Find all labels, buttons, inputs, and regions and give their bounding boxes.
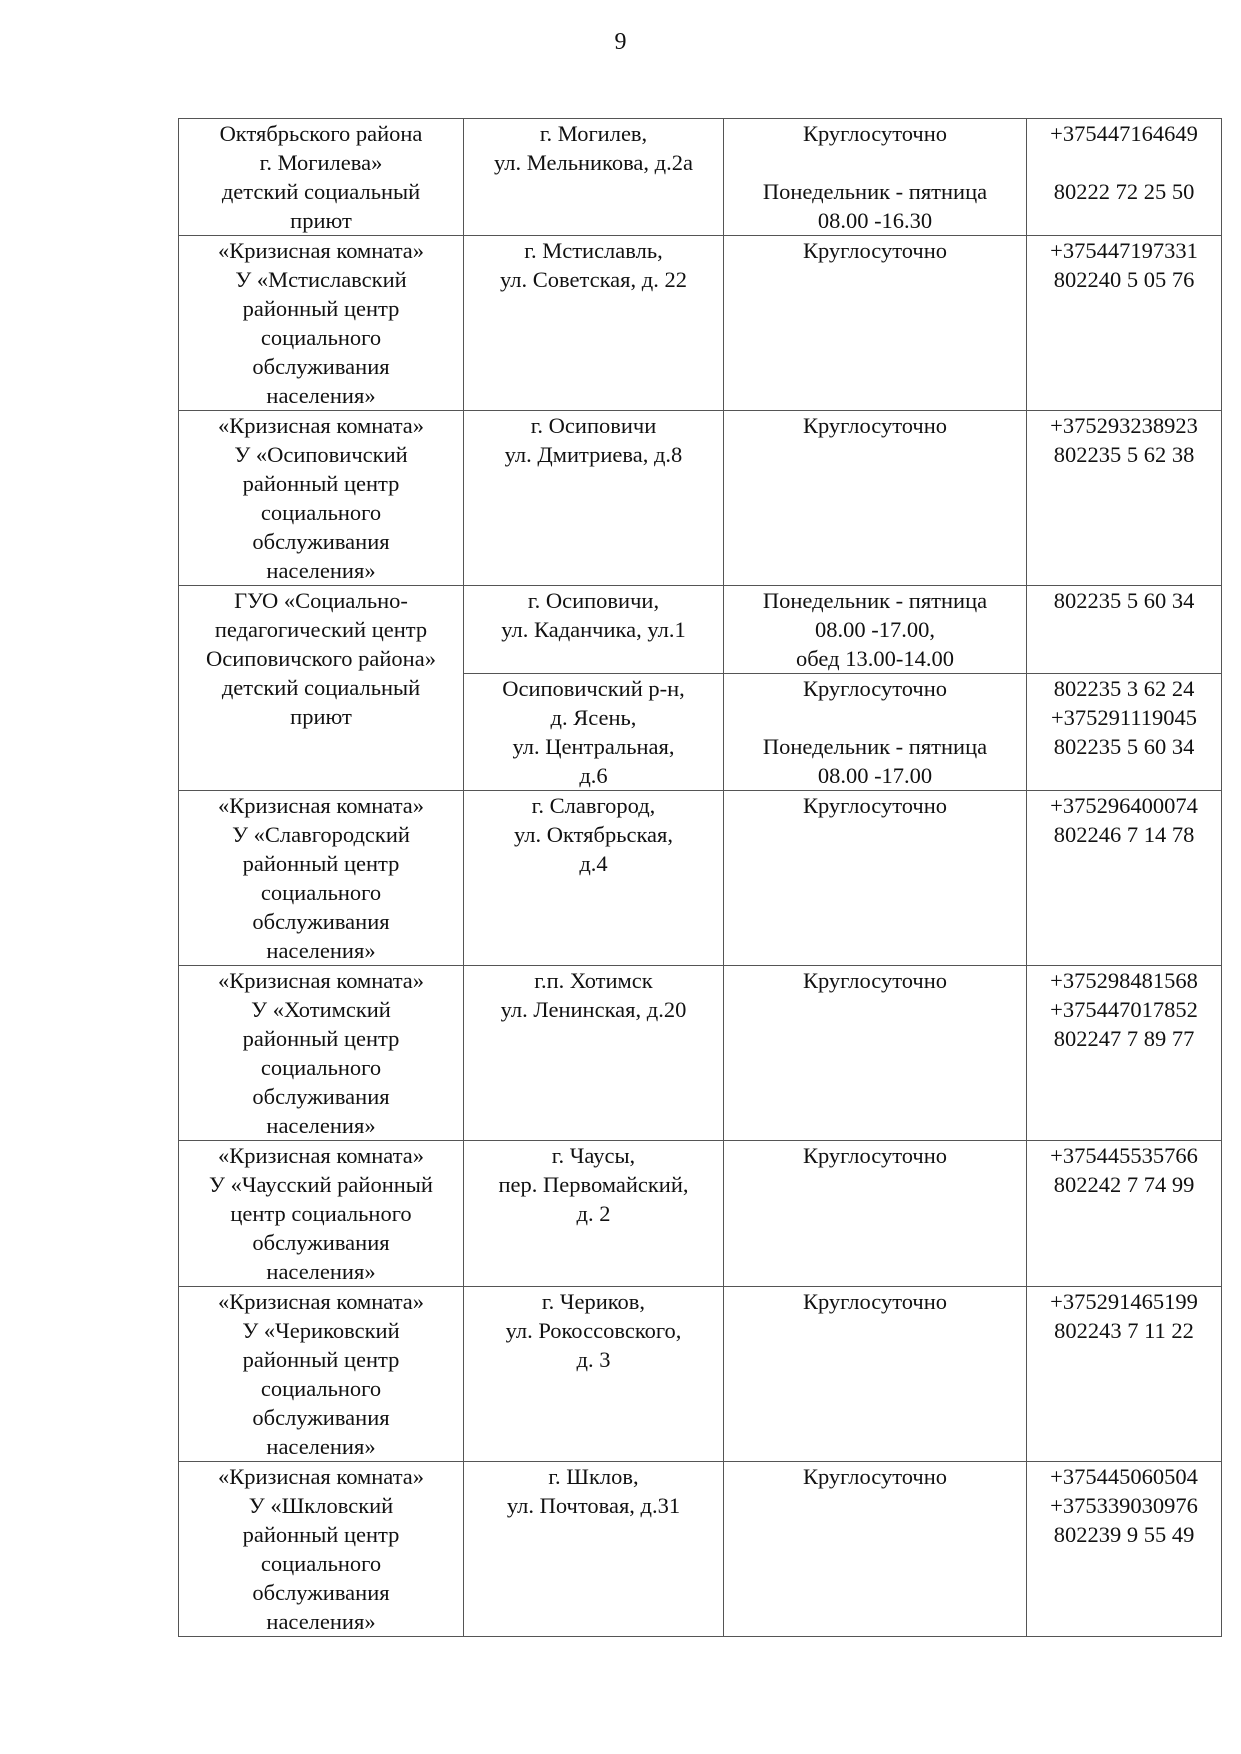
organization-name-line: населения» <box>266 1434 376 1459</box>
address-line: г. Мстиславль, <box>524 238 663 263</box>
organization-name-line: Октябрьского района <box>219 121 423 146</box>
phone-cell <box>1027 966 1222 1141</box>
address-line: г. Осиповичи, <box>527 588 660 613</box>
hours-cell <box>724 586 1027 674</box>
phone-cell <box>1027 674 1222 791</box>
address-cell <box>464 966 724 1141</box>
organization-cell <box>179 791 464 966</box>
organization-name-line: населения» <box>266 558 376 583</box>
hours-cell <box>724 236 1027 411</box>
phone-number: 802246 7 14 78 <box>1053 822 1195 847</box>
organization-name-line: «Кризисная комната» <box>217 1143 425 1168</box>
organization-name-line: районный центр <box>242 1347 400 1372</box>
organization-name-line: обслуживания <box>252 1084 390 1109</box>
organization-name-line: центр социального <box>230 1201 412 1226</box>
address-line: г. Славгород, <box>531 793 656 818</box>
phone-number: +375447164649 <box>1050 121 1198 146</box>
organization-name-line: населения» <box>266 938 376 963</box>
hours-line: Круглосуточно <box>802 121 948 146</box>
hours-line: Круглосуточно <box>802 1464 948 1489</box>
hours-line: Круглосуточно <box>802 1143 948 1168</box>
phone-number: +375298481568 <box>1050 968 1198 993</box>
organization-name-line: обслуживания <box>252 354 390 379</box>
hours-cell <box>724 1462 1027 1637</box>
address-line: д. Ясень, <box>550 705 637 730</box>
organization-name-line: социального <box>260 1055 382 1080</box>
organization-cell <box>179 586 464 791</box>
table-row <box>179 586 1222 674</box>
organization-name-line: детский социальный <box>221 675 421 700</box>
organization-name-line: приют <box>290 704 352 729</box>
phone-number: +375339030976 <box>1050 1493 1198 1518</box>
organization-cell <box>179 1141 464 1287</box>
phone-number: 802243 7 11 22 <box>1054 1318 1194 1343</box>
phone-cell <box>1027 236 1222 411</box>
hours-cell <box>724 1287 1027 1462</box>
hours-line: Понедельник - пятница <box>762 588 988 613</box>
organization-name-line: социального <box>260 325 382 350</box>
hours-line: Круглосуточно <box>802 413 948 438</box>
hours-line: 08.00 -17.00 <box>817 763 933 788</box>
organization-cell <box>179 411 464 586</box>
organization-name-line: обслуживания <box>252 529 390 554</box>
address-line: ул. Ленинская, д.20 <box>500 997 687 1022</box>
address-line: д.4 <box>579 851 608 876</box>
phone-number: 80222 72 25 50 <box>1053 179 1195 204</box>
organization-name-line: обслуживания <box>252 1405 390 1430</box>
phone-number <box>1031 148 1217 177</box>
organization-name-line: «Кризисная комната» <box>217 1464 425 1489</box>
organization-name-line: «Кризисная комната» <box>217 1289 425 1314</box>
organization-name-line: У «Чаусский районный <box>209 1172 433 1197</box>
address-line: Осиповичский р-н, <box>502 676 685 701</box>
hours-cell <box>724 411 1027 586</box>
address-line: ул. Каданчика, ул.1 <box>501 617 686 642</box>
address-line: ул. Центральная, <box>512 734 675 759</box>
phone-number: +375447017852 <box>1050 997 1198 1022</box>
organization-name-line: «Кризисная комната» <box>217 238 425 263</box>
phone-number: 802235 5 62 38 <box>1053 442 1195 467</box>
table-row <box>179 236 1222 411</box>
organization-name-line: районный центр <box>242 851 400 876</box>
organization-name-line: социального <box>260 1551 382 1576</box>
phone-number: +375291465199 <box>1050 1289 1198 1314</box>
address-line: пер. Первомайский, <box>498 1172 689 1197</box>
address-line: ул. Октябрьская, <box>513 822 673 847</box>
organization-name-line: Осиповичского района» <box>206 646 436 671</box>
organization-name-line: У «Хотимский <box>251 997 391 1022</box>
organization-name-line: обслуживания <box>252 1580 390 1605</box>
organization-name-line: населения» <box>266 1259 376 1284</box>
address-line: г. Чериков, <box>541 1289 646 1314</box>
hours-cell <box>724 791 1027 966</box>
table-row <box>179 966 1222 1141</box>
phone-cell <box>1027 119 1222 236</box>
table-row <box>179 1287 1222 1462</box>
page-number: 9 <box>614 29 627 55</box>
organization-name-line: г. Могилева» <box>259 150 383 175</box>
hours-line: Круглосуточно <box>802 1289 948 1314</box>
organization-name-line: У «Славгородский <box>232 822 410 847</box>
hours-line: обед 13.00-14.00 <box>796 646 954 671</box>
table-row <box>179 411 1222 586</box>
organization-name-line: У «Мстиславский <box>235 267 407 292</box>
hours-line: Понедельник - пятница <box>762 734 988 759</box>
address-cell <box>464 119 724 236</box>
phone-number: 802247 7 89 77 <box>1053 1026 1195 1051</box>
hours-line <box>728 703 1022 732</box>
phone-cell <box>1027 791 1222 966</box>
organization-name-line: населения» <box>266 1609 376 1634</box>
phone-number: +375445535766 <box>1050 1143 1198 1168</box>
address-line: ул. Советская, д. 22 <box>500 267 687 292</box>
phone-number: 802242 7 74 99 <box>1053 1172 1195 1197</box>
organization-name-line: районный центр <box>242 471 400 496</box>
hours-line: Понедельник - пятница <box>762 179 988 204</box>
organization-name-line: «Кризисная комната» <box>217 793 425 818</box>
table-row <box>179 1141 1222 1287</box>
hours-cell <box>724 966 1027 1141</box>
phone-cell <box>1027 411 1222 586</box>
address-line: ул. Почтовая, д.31 <box>506 1493 681 1518</box>
phone-number: 802239 9 55 49 <box>1053 1522 1195 1547</box>
organization-name-line: обслуживания <box>252 1230 390 1255</box>
phone-number: +375296400074 <box>1050 793 1198 818</box>
organization-name-line: детский социальный <box>221 179 421 204</box>
phone-number: +375445060504 <box>1050 1464 1198 1489</box>
address-line: г.п. Хотимск <box>534 968 653 993</box>
address-line: г. Осиповичи <box>530 413 657 438</box>
contacts-table-body <box>179 119 1222 1637</box>
table-row <box>179 119 1222 236</box>
phone-number: 802235 5 60 34 <box>1053 734 1195 759</box>
phone-number: +375293238923 <box>1050 413 1198 438</box>
organization-name-line: приют <box>290 208 352 233</box>
hours-line: Круглосуточно <box>802 676 948 701</box>
table-row <box>179 1462 1222 1637</box>
address-cell <box>464 674 724 791</box>
organization-name-line: населения» <box>266 383 376 408</box>
organization-name-line: социального <box>260 500 382 525</box>
address-line: г. Чаусы, <box>551 1143 636 1168</box>
address-cell <box>464 791 724 966</box>
address-cell <box>464 586 724 674</box>
table-row <box>179 791 1222 966</box>
address-cell <box>464 411 724 586</box>
phone-number: +375291119045 <box>1050 705 1198 730</box>
organization-name-line: обслуживания <box>252 909 390 934</box>
phone-number: +375447197331 <box>1050 238 1198 263</box>
phone-number: 802235 5 60 34 <box>1053 588 1195 613</box>
organization-name-line: районный центр <box>242 1522 400 1547</box>
phone-cell <box>1027 1462 1222 1637</box>
organization-cell <box>179 236 464 411</box>
organization-name-line: районный центр <box>242 1026 400 1051</box>
hours-cell <box>724 1141 1027 1287</box>
address-line: д.6 <box>579 763 608 788</box>
organization-cell <box>179 1287 464 1462</box>
address-line: г. Шклов, <box>548 1464 639 1489</box>
address-line: д. 3 <box>576 1347 611 1372</box>
address-line: д. 2 <box>576 1201 611 1226</box>
phone-cell <box>1027 1141 1222 1287</box>
organization-name-line: «Кризисная комната» <box>217 413 425 438</box>
phone-number: 802240 5 05 76 <box>1053 267 1195 292</box>
phone-cell <box>1027 1287 1222 1462</box>
organization-cell <box>179 119 464 236</box>
organization-name-line: ГУО «Социально- <box>234 588 408 613</box>
contacts-table <box>178 118 1222 1637</box>
phone-cell <box>1027 586 1222 674</box>
organization-name-line: социального <box>260 880 382 905</box>
hours-line: 08.00 -16.30 <box>817 208 933 233</box>
organization-cell <box>179 1462 464 1637</box>
organization-cell <box>179 966 464 1141</box>
address-cell <box>464 236 724 411</box>
hours-cell <box>724 674 1027 791</box>
address-line: г. Могилев, <box>539 121 648 146</box>
organization-name-line: У «Шкловский <box>248 1493 394 1518</box>
hours-line <box>728 148 1022 177</box>
hours-cell <box>724 119 1027 236</box>
address-line: ул. Мельникова, д.2а <box>494 150 693 175</box>
address-cell <box>464 1141 724 1287</box>
hours-line: Круглосуточно <box>802 968 948 993</box>
address-cell <box>464 1287 724 1462</box>
organization-name-line: социального <box>260 1376 382 1401</box>
address-cell <box>464 1462 724 1637</box>
organization-name-line: педагогический центр <box>214 617 428 642</box>
address-line: ул. Рокоссовского, <box>505 1318 682 1343</box>
hours-line: 08.00 -17.00, <box>815 617 935 642</box>
organization-name-line: районный центр <box>242 296 400 321</box>
address-line: ул. Дмитриева, д.8 <box>504 442 683 467</box>
organization-name-line: У «Чериковский <box>242 1318 400 1343</box>
organization-name-line: населения» <box>266 1113 376 1138</box>
hours-line: Круглосуточно <box>802 793 948 818</box>
hours-line: Круглосуточно <box>802 238 948 263</box>
phone-number: 802235 3 62 24 <box>1053 676 1195 701</box>
organization-name-line: «Кризисная комната» <box>217 968 425 993</box>
organization-name-line: У «Осиповичский <box>234 442 408 467</box>
